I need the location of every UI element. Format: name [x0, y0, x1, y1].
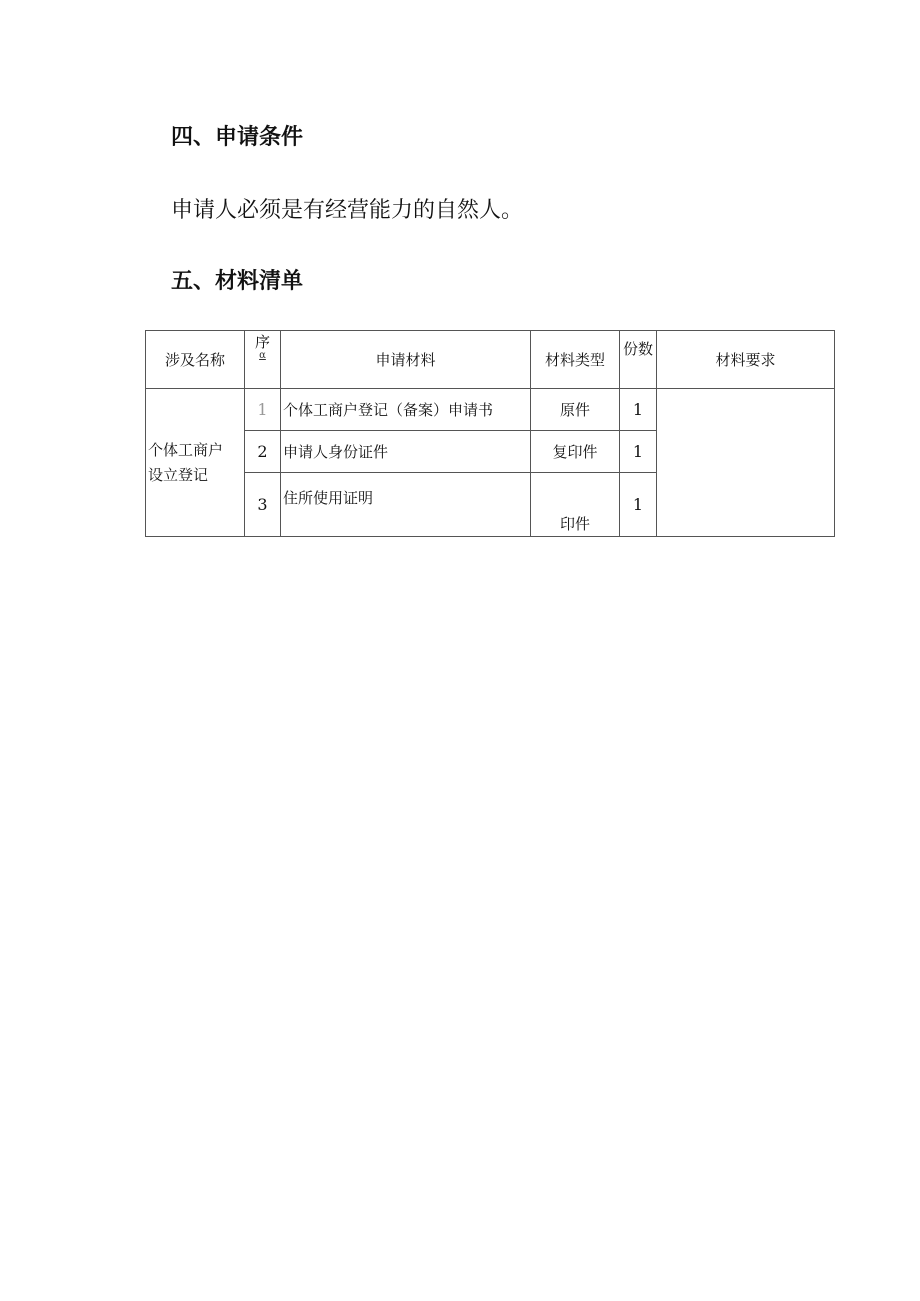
- row-material: 住所使用证明: [281, 473, 531, 537]
- table-header-row: [146, 331, 835, 389]
- header-item-name: 涉及名称: [146, 331, 245, 389]
- header-requirement: 材料要求: [657, 331, 835, 389]
- header-seq-mark: α: [259, 350, 266, 361]
- section-heading-conditions: 四、申请条件: [171, 125, 304, 150]
- row-seq: 2: [245, 431, 281, 473]
- materials-table: [145, 330, 835, 537]
- row-seq: 1: [245, 389, 281, 431]
- row-material: 申请人身份证件: [281, 431, 531, 473]
- item-name-line1: 个体工商户: [148, 440, 224, 459]
- table-row: [146, 389, 835, 431]
- conditions-paragraph: 申请人必须是有经营能力的自然人。: [171, 198, 524, 223]
- item-name-cell: [146, 389, 245, 537]
- row-type: 复印件: [531, 431, 620, 473]
- row-type: 原件: [531, 389, 620, 431]
- row-count: 1: [620, 473, 657, 537]
- header-seq-label: 序: [254, 333, 270, 351]
- row-count: 1: [620, 431, 657, 473]
- header-count: 份数: [620, 331, 657, 389]
- row-type: 印件: [531, 473, 620, 537]
- item-name-line2: 设立登记: [148, 465, 209, 484]
- section-heading-materials: 五、材料清单: [171, 269, 304, 294]
- header-seq: [245, 331, 281, 389]
- row-count: 1: [620, 389, 657, 431]
- row-seq: 3: [245, 473, 281, 537]
- row-material: 个体工商户登记（备案）申请书: [281, 389, 531, 431]
- header-type: 材料类型: [531, 331, 620, 389]
- header-material: 申请材料: [281, 331, 531, 389]
- requirement-cell: [657, 389, 835, 537]
